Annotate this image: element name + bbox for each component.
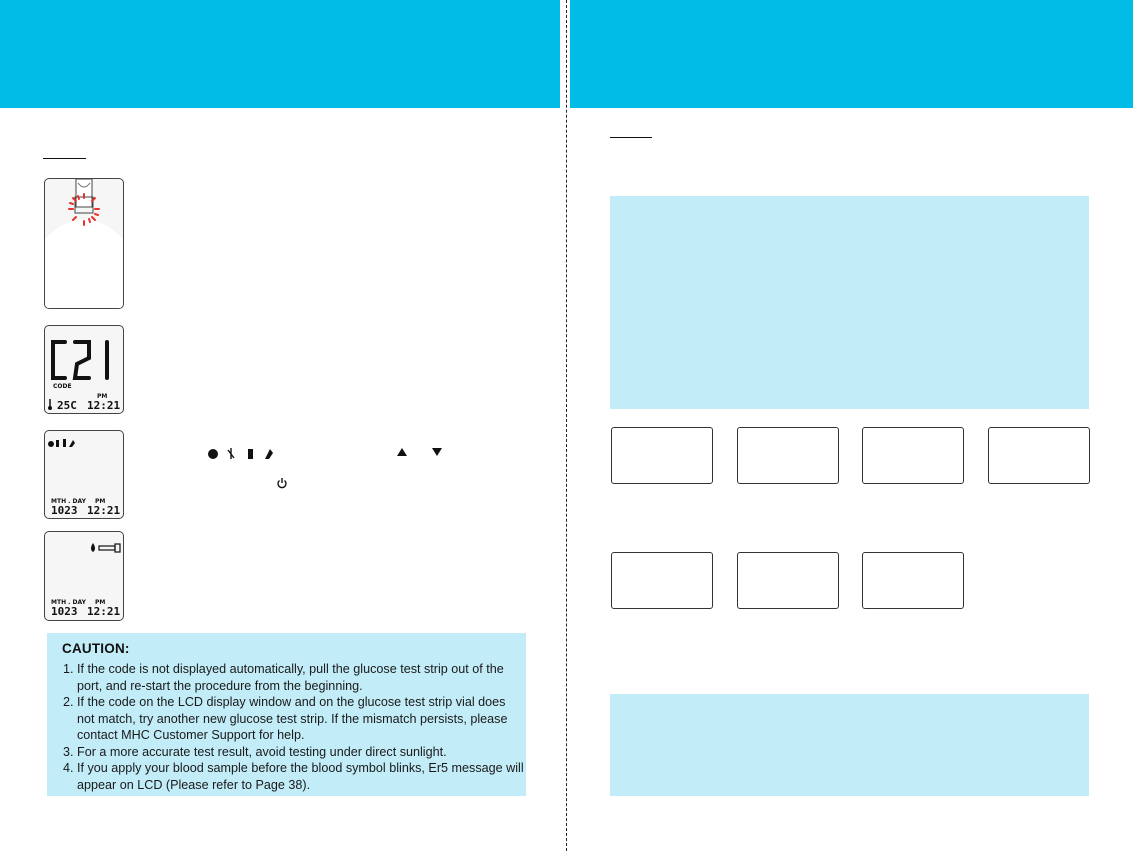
caution-title: CAUTION: [62,641,130,656]
display-box-7 [862,552,964,609]
date-readout: 1023 [51,605,78,618]
lcd-marker-svg [45,431,123,518]
lcd-code-svg [45,326,123,413]
time-readout: 12:21 [87,504,121,517]
meter-with-strip-svg [45,179,123,308]
power-icon [276,477,288,489]
lcd-code-display [44,325,124,414]
info-panel-bottom [610,694,1089,796]
info-panel-top [610,196,1089,409]
up-arrow-icon [396,446,408,458]
blink-indicator [69,194,99,225]
date-readout: 1023 [51,504,78,517]
date-label: MTH . DAY [51,498,86,505]
pm-label: PM [97,393,108,400]
caution-item: 2. If the code on the LCD display window and on the glucose test strip vial does not match, try another new glucose test strip. If the mismatch persists, please contact MHC Customer Support for help. [63,695,508,742]
no-meal-icon [228,448,234,459]
display-box-2 [737,427,839,484]
page-fold-line [566,0,567,851]
meter-strip-illustration [44,178,124,309]
exercise-icon [265,449,273,459]
pm-label: PM [95,599,106,606]
right-header-band [570,0,1133,108]
pm-label: PM [95,498,106,505]
lcd-marker-display [44,430,124,519]
code-digits [53,342,107,378]
bottle-icon [248,449,253,459]
temperature-readout: 25C [57,399,77,412]
display-box-3 [862,427,964,484]
left-section-underline [43,158,86,159]
lcd-blood-svg [45,532,123,620]
time-readout: 12:21 [87,605,121,618]
caution-item: 3. For a more accurate test result, avoid testing under direct sunlight. [63,744,447,759]
caution-item: 4. If you apply your blood sample before the blood symbol blinks, Er5 message will appear on LCD (Please refer to Page 38). [63,761,524,792]
test-strip-icon [99,544,120,552]
code-label: CODE [53,383,72,390]
time-readout: 12:21 [87,399,121,412]
display-box-4 [988,427,1090,484]
caution-item: 1. If the code is not displayed automatically, pull the glucose test strip out of the port, and re-start the procedure from the beginning. [63,662,504,693]
caution-list [63,661,525,793]
inline-marker-icons [207,446,277,460]
apple-icon [208,449,218,459]
display-box-5 [611,552,713,609]
right-section-underline [610,137,652,138]
date-label: MTH . DAY [51,599,86,606]
lcd-blood-display [44,531,124,621]
meal-marker-icons [48,439,75,447]
down-arrow-icon [431,446,443,458]
blood-drop-icon [91,543,95,552]
left-header-band [0,0,560,108]
thermometer-icon [48,399,52,410]
display-box-1 [611,427,713,484]
caution-box [47,633,526,796]
display-box-6 [737,552,839,609]
